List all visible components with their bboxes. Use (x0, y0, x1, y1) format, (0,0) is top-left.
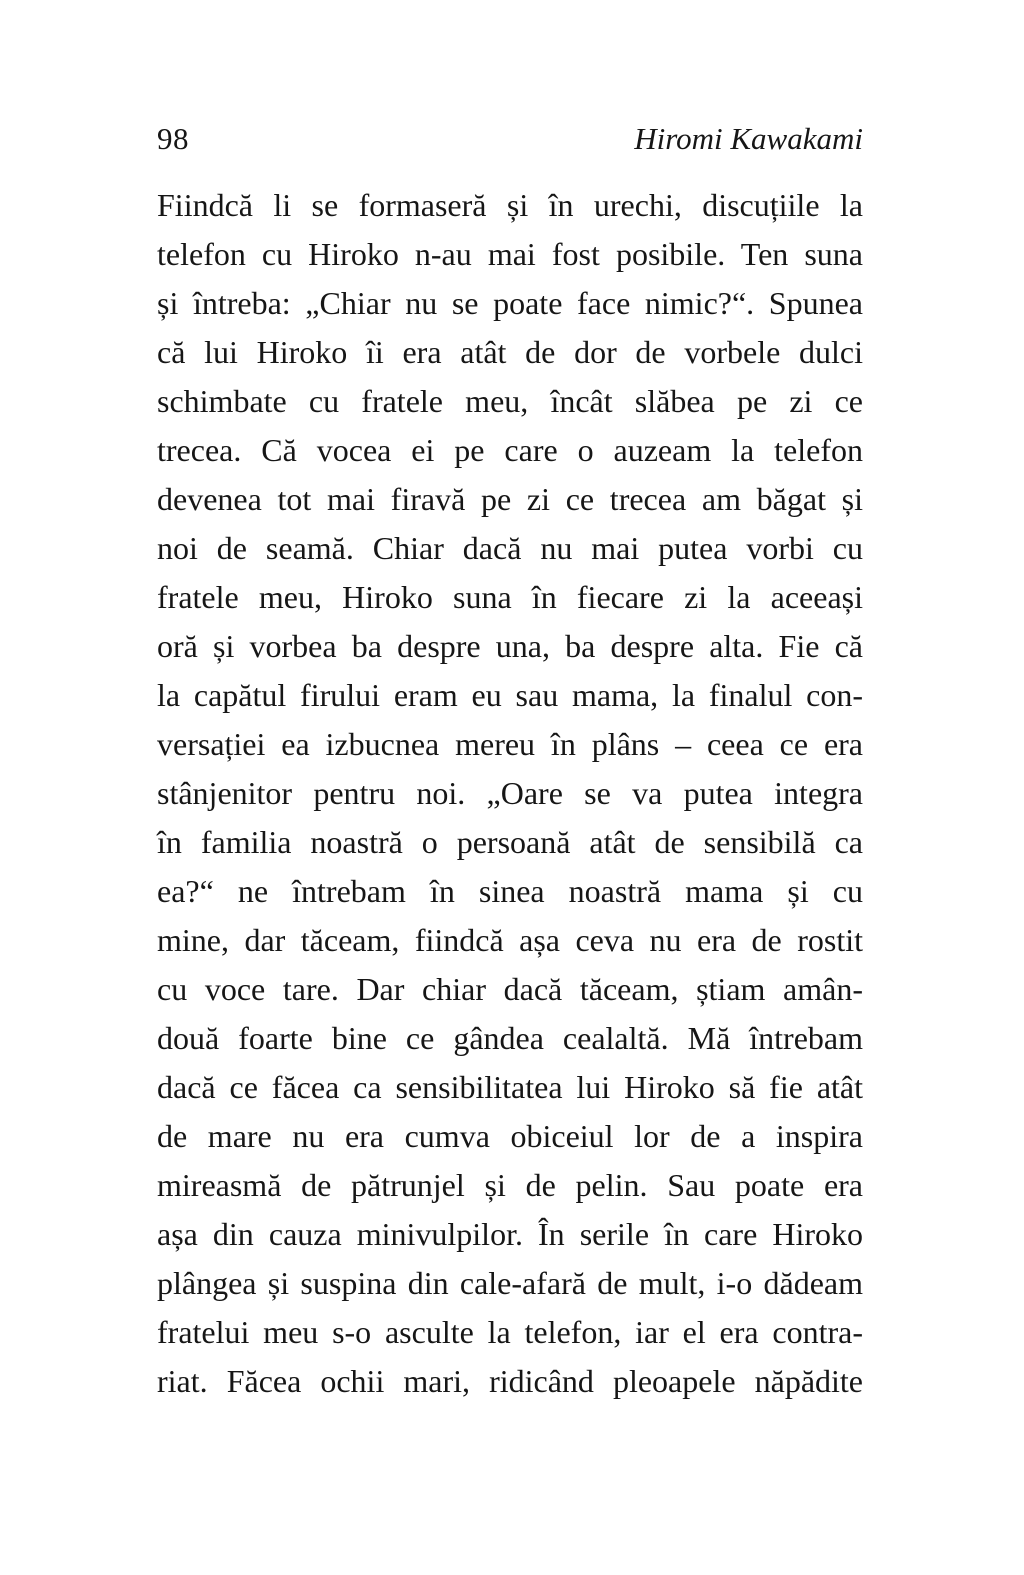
text-line: fratelui meu s-o asculte la telefon, iar el era contra- (157, 1314, 863, 1350)
text-line: mireasmă de pătrunjel și de pelin. Sau poate era (157, 1167, 863, 1203)
text-line: Fiindcă li se formaseră și în urechi, discuțiile la (157, 187, 863, 223)
text-line: două foarte bine ce gândea cealaltă. Mă întrebam (157, 1020, 863, 1056)
text-line: schimbate cu fratele meu, încât slăbea pe zi ce (157, 383, 863, 419)
text-line: riat. Făcea ochii mari, ridicând pleoapele năpădite (157, 1363, 863, 1399)
text-line: dacă ce făcea ca sensibilitatea lui Hiroko să fie atât (157, 1069, 863, 1105)
text-body (157, 181, 863, 1406)
text-line: trecea. Că vocea ei pe care o auzeam la telefon (157, 432, 863, 468)
page-number: 98 (157, 121, 189, 156)
text-line: că lui Hiroko îi era atât de dor de vorbele dulci (157, 334, 863, 370)
text-line: în familia noastră o persoană atât de sensibilă ca (157, 824, 863, 860)
text-line: stânjenitor pentru noi. „Oare se va putea integra (157, 775, 863, 811)
text-line: așa din cauza minivulpilor. În serile în care Hiroko (157, 1216, 863, 1252)
text-line: mine, dar tăceam, fiindcă așa ceva nu era de rostit (157, 922, 863, 958)
text-line: la capătul firului eram eu sau mama, la finalul con- (157, 677, 863, 713)
text-line: și întreba: „Chiar nu se poate face nimic?“. Spunea (157, 285, 863, 321)
text-line: de mare nu era cumva obiceiul lor de a inspira (157, 1118, 863, 1154)
text-line: telefon cu Hiroko n-au mai fost posibile. Ten suna (157, 236, 863, 272)
text-line: fratele meu, Hiroko suna în fiecare zi la aceeași (157, 579, 863, 615)
running-header (157, 121, 863, 157)
text-line: ea?“ ne întrebam în sinea noastră mama și cu (157, 873, 863, 909)
running-head-author: Hiromi Kawakami (634, 121, 863, 156)
text-line: oră și vorbea ba despre una, ba despre alta. Fie că (157, 628, 863, 664)
text-line: versației ea izbucnea mereu în plâns – ceea ce era (157, 726, 863, 762)
text-line: cu voce tare. Dar chiar dacă tăceam, știam amân- (157, 971, 863, 1007)
text-line: devenea tot mai firavă pe zi ce trecea am băgat și (157, 481, 863, 517)
text-line: plângea și suspina din cale-afară de mult, i-o dădeam (157, 1265, 863, 1301)
text-line: noi de seamă. Chiar dacă nu mai putea vorbi cu (157, 530, 863, 566)
